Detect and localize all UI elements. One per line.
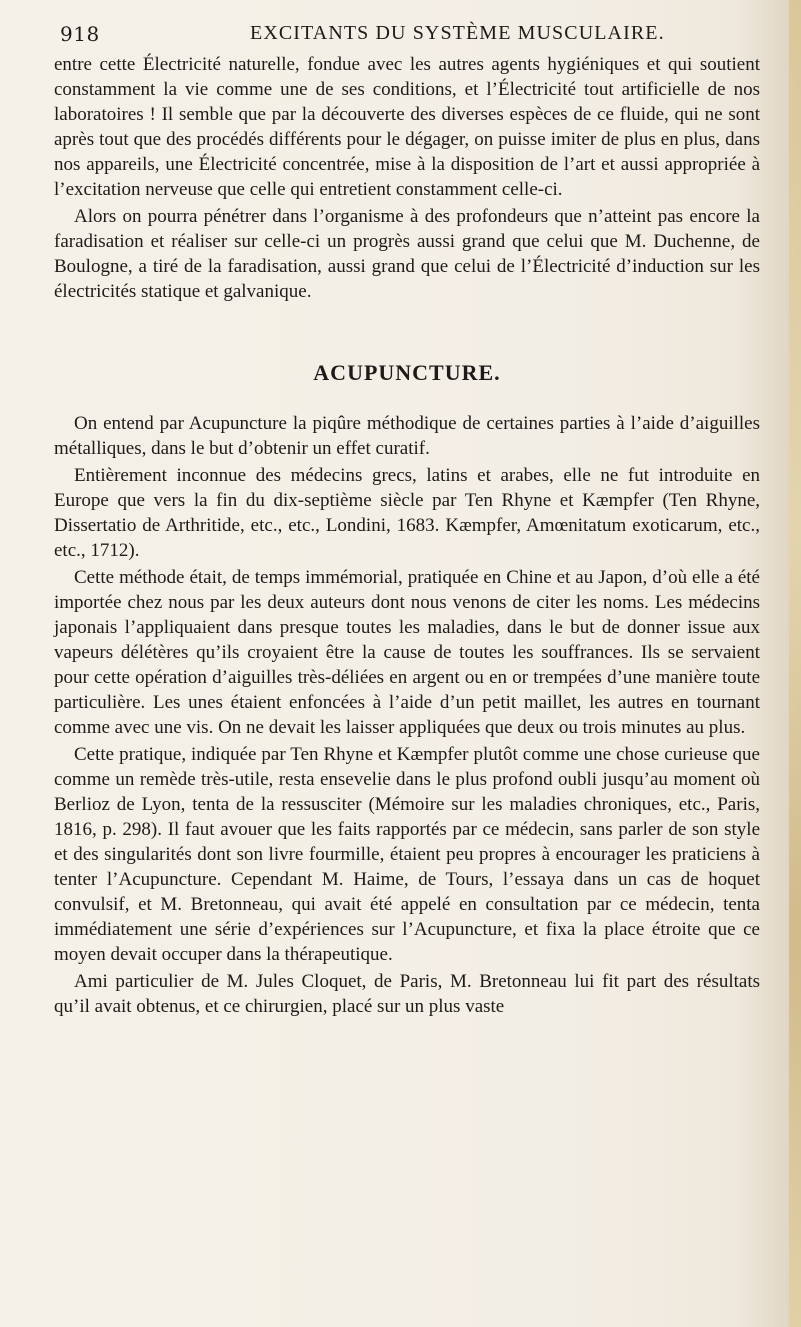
page-edge-shadow xyxy=(789,0,801,1327)
page-number: 918 xyxy=(60,22,100,46)
section-gap xyxy=(54,304,760,314)
page-header xyxy=(60,22,760,54)
section-title: ACUPUNCTURE. xyxy=(313,360,501,385)
paragraph-acupuncture-1: On entend par Acupuncture la piqûre méthodique de certaines parties à l’aide d’aiguilles métalliques, dans le but d’obtenir un effet curatif. xyxy=(54,413,760,459)
running-title: EXCITANTS DU SYSTÈME MUSCULAIRE. xyxy=(250,22,665,44)
paragraph-acupuncture-5: Ami particulier de M. Jules Cloquet, de Paris, M. Bretonneau lui fit part des résultats qu’il avait obtenus, et ce chirurgien, placé sur un plus vaste xyxy=(54,971,760,1017)
paragraph-acupuncture-4: Cette pratique, indiquée par Ten Rhyne et Kæmpfer plutôt comme une chose curieuse que comme un remède très-utile, resta ensevelie dans le plus profond oubli jusqu’au moment où Berlioz de Lyon, tenta de la ressusciter (Mémoire sur les maladies chroniques, etc., Paris, 1816, p. 298). Il faut avouer que les faits rapportés par ce médecin, sans parler de son style et des singularités dont son livre fourmille, étaient peu propres à encourager les praticiens à tenter l’Acupuncture. Cependant M. Haime, de Tours, l’essaya dans un cas de hoquet convulsif, et M. Bretonneau, qui avait été appelé en consultation par ce médecin, tenta immédiatement une série d’expériences sur l’Acupuncture, et fixa la place étroite que ce moyen devait occuper dans la thérapeutique. xyxy=(54,744,760,965)
page-content xyxy=(54,52,760,1019)
paragraph-intro-1: entre cette Électricité naturelle, fondue avec les autres agents hygiéniques et qui soutient constamment la vie comme une de ses conditions, et l’Électricité tout artificielle de nos laboratoires ! Il semble que par la découverte des diverses espèces de ce fluide, qui ne sont après tout que des procédés différents pour le dégager, on puisse imiter de plus en plus, dans nos appareils, une Électricité concentrée, mise à la disposition de l’art et aussi appropriée à l’excitation nerveuse que celle qui entretient constamment celle-ci. xyxy=(54,54,760,200)
paragraph-acupuncture-3: Cette méthode était, de temps immémorial, pratiquée en Chine et au Japon, d’où elle a été importée chez nous par les deux auteurs dont nous venons de citer les noms. Les médecins japonais l’appliquaient dans presque toutes les maladies, dans le but de donner issue aux vapeurs délétères qu’ils croyaient être la cause de toutes les souffrances. Ils se servaient pour cette opération d’aiguilles très-déliées en argent ou en or trempées d’une manière toute particulière. Les unes étaient enfoncées à l’aide d’un petit maillet, les autres en tournant comme avec une vis. On ne devait les laisser appliquées que deux ou trois minutes au plus. xyxy=(54,567,760,738)
paragraph-intro-2: Alors on pourra pénétrer dans l’organisme à des profondeurs que n’atteint pas encore la faradisation et réaliser sur celle-ci un progrès aussi grand que celui que M. Duchenne, de Boulogne, a tiré de la faradisation, aussi grand que celui de l’Électricité d’induction sur les électricités statique et galvanique. xyxy=(54,206,760,302)
paragraph-acupuncture-2: Entièrement inconnue des médecins grecs, latins et arabes, elle ne fut introduite en Europe que vers la fin du dix-septième siècle par Ten Rhyne et Kæmpfer (Ten Rhyne, Dissertatio de Arthritide, etc., etc., Londini, 1683. Kæmpfer, Amœnitatum exoticarum, etc., etc., 1712). xyxy=(54,465,760,561)
